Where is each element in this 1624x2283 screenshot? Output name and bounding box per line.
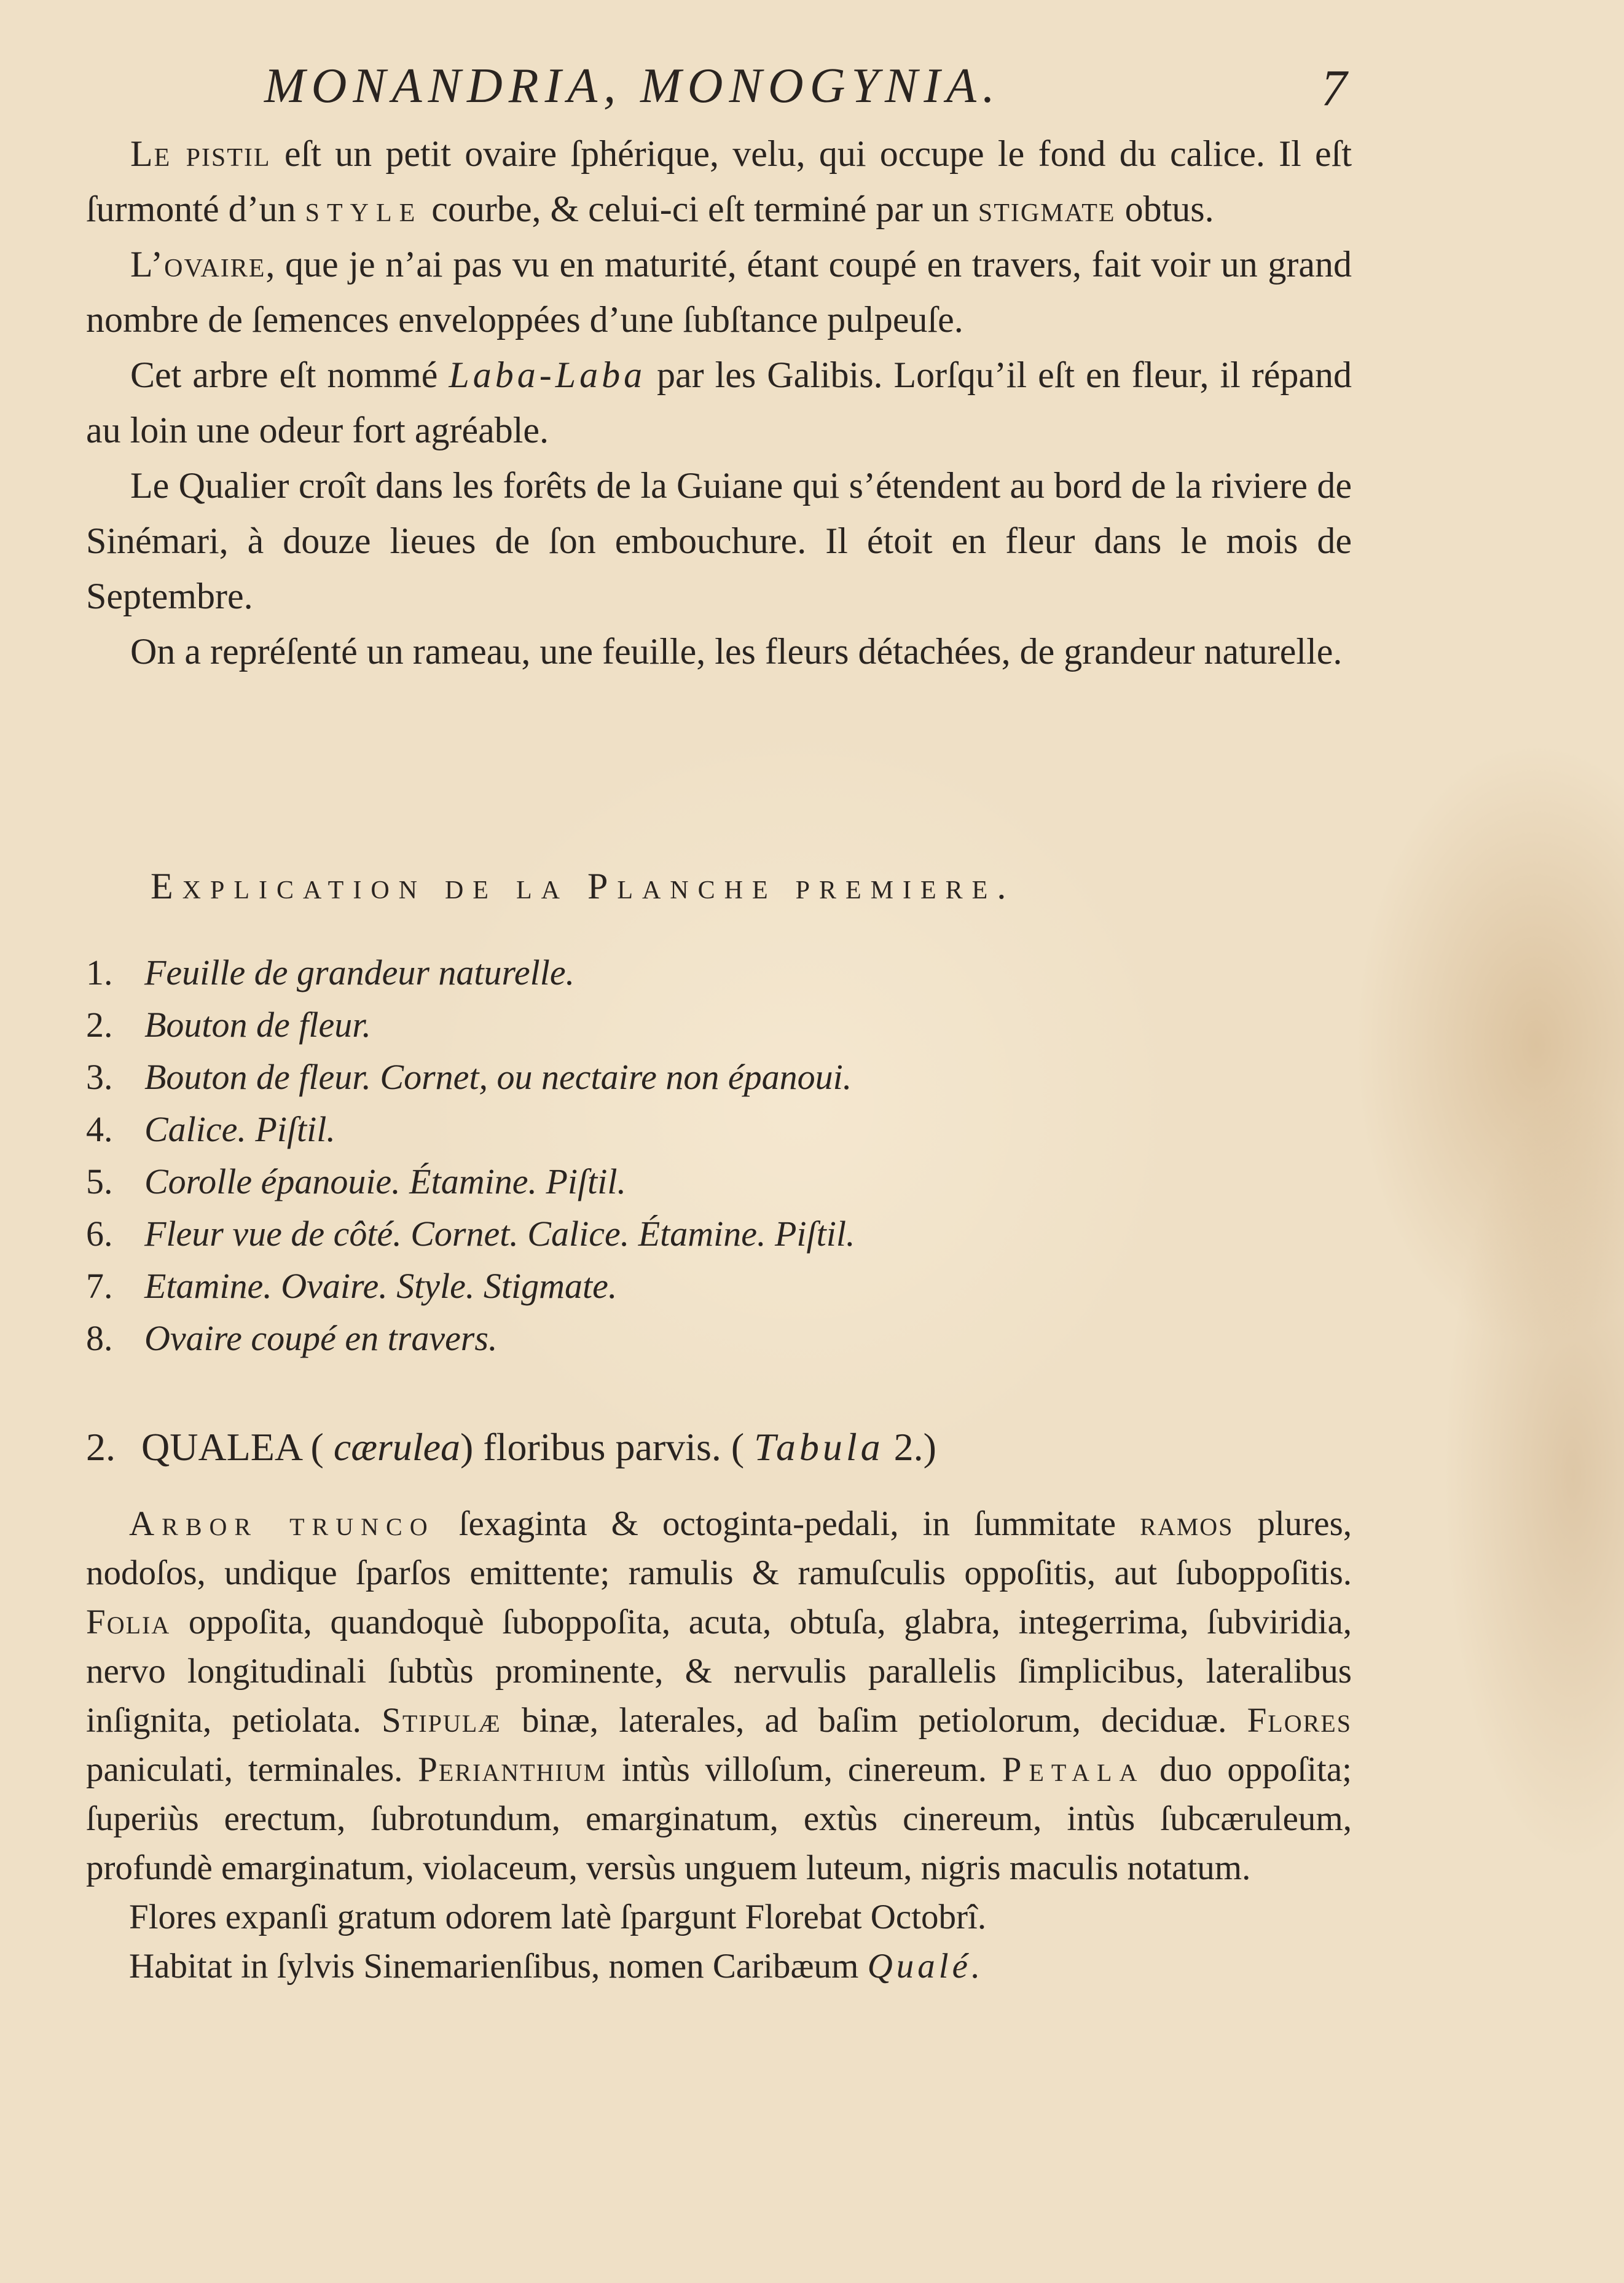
paragraph-illustration: On a repréſenté un rameau, une feuille, les fleurs détachées, de grandeur naturelle. [130,631,1343,672]
tabula-number: 2. [893,1425,924,1469]
term-ramos: ramos [1140,1504,1234,1543]
term-folia: Folia [86,1603,171,1641]
legend-item: 1. Feuille de grandeur naturelle. [86,953,575,992]
plate-heading: Explication de la Planche premiere. [151,866,1016,906]
paragraph-name: Cet arbre eſt nommé Laba-Laba par les Galibis. Lorſqu’il eſt en fleur, il répand au loin une odeur fort agréable. [86,355,1352,450]
species-genus: QUALEA [141,1425,301,1469]
legend-item: 4. Calice. Piſtil. [86,1109,335,1149]
legend-item: 7. Etamine. Ovaire. Style. Stigmate. [86,1266,618,1306]
term-stipulae: Stipulæ [382,1701,501,1740]
term-pistil: Le pistil [130,133,271,174]
legend-item: 3. Bouton de fleur. Cornet, ou nectaire non épanoui. [86,1057,852,1097]
page-number: 7 [1321,60,1347,117]
latin-paragraph-habitat: Habitat in ſylvis Sinemarienſibus, nomen Caribæum Qualé. [129,1947,984,1986]
latin-paragraph-flores: Flores expanſi gratum odorem latè ſpargunt Florebat Octobrî. [129,1898,987,1936]
paragraph-habitat: Le Qualier croît dans les forêts de la Guiane qui s’étendent au bord de la riviere de Sinémari, à douze lieues de ſon embouchure. Il étoit en fleur dans le mois de Septembre. [86,465,1352,616]
tabula-label: Tabula [754,1425,884,1469]
term-flores: Flores [1247,1701,1352,1740]
legend-item: 2. Bouton de fleur. [86,1005,371,1045]
running-title: MONANDRIA, MONOGYNIA. [264,59,1001,113]
latin-description [86,1499,1352,1991]
term-perianthium: Perianthium [418,1750,607,1789]
term-petala: Petala [1002,1750,1145,1789]
legend-item: 8. Ovaire coupé en travers. [86,1318,498,1358]
term-stigmate: stigmate [978,189,1116,229]
term-ovaire: L’ovaire [130,244,266,285]
term-style: style [305,189,423,229]
species-diagnosis: floribus parvis. [483,1425,721,1469]
species-epithet: cærulea [333,1425,461,1469]
paragraph-ovaire: L’ovaire, que je n’ai pas vu en maturité, étant coupé en travers, fait voir un grand nombre de ſemences enveloppées d’une ſubſtance pulpeuſe. [86,244,1352,340]
term-laba-laba: Laba-Laba [449,355,646,395]
species-heading: 2. QUALEA ( cærulea) floribus parvis. ( Tabula 2.) [86,1420,1352,1475]
term-arbor-trunco: Arbor trunco [129,1504,435,1543]
paragraph-pistil: Le pistil eſt un petit ovaire ſphérique, velu, qui occupe le fond du calice. Il eſt ſurmonté d’un style courbe, & celui-ci eſt terminé par un stigmate obtus. [86,133,1352,229]
french-description [86,126,1352,679]
legend-item: 6. Fleur vue de côté. Cornet. Calice. Étamine. Piſtil. [86,1214,855,1254]
latin-paragraph-arbor: Arbor trunco ſexaginta & octoginta-pedali, in ſummitate ramos plures, nodoſos, undique ſparſos emittente; ramulis & ramuſculis oppoſitis, aut ſuboppoſitis. Folia oppoſita, quandoquè ſuboppoſita, acuta, obtuſa, glabra, integerrima, ſubviridia, nervo longitudinali ſubtùs prominente, & nervulis parallelis ſimplicibus, lateralibus inſignita, petiolata. Stipulæ binæ, laterales, ad baſim petiolorum, deciduæ. Flores paniculati, terminales. Perianthium intùs villoſum, cinereum. Petala duo oppoſita; ſuperiùs erectum, ſubrotundum, emarginatum, extùs cinereum, intùs ſubcæruleum, profundè emarginatum, violaceum, versùs unguem luteum, nigris maculis notatum. [86,1504,1352,1887]
plate-legend [86,946,1352,1364]
term-quale: Qualé. [867,1947,984,1986]
species-number: 2. [86,1425,116,1469]
legend-item: 5. Corolle épanouie. Étamine. Piſtil. [86,1161,626,1201]
